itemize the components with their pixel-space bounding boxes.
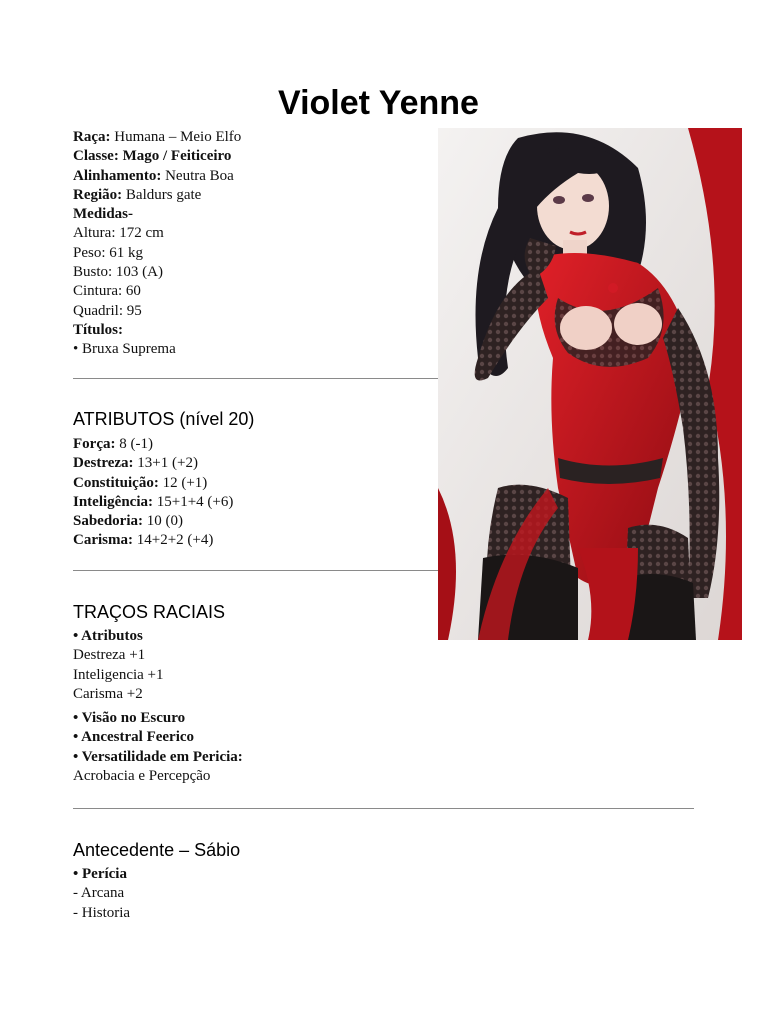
background-list: [73, 865, 130, 923]
character-illustration: [438, 128, 742, 640]
bust-line: Busto: 103 (A): [73, 264, 163, 281]
title-item: • Bruxa Suprema: [73, 341, 176, 358]
trait-item: • Visão no Escuro: [73, 710, 186, 727]
divider: [73, 808, 694, 809]
page-title: Violet Yenne: [278, 84, 479, 122]
measures-label: Medidas-: [73, 206, 133, 223]
waist-line: Cintura: 60: [73, 283, 141, 300]
attribute-row: Constituição: 12 (+1): [73, 474, 208, 491]
skill-item: - Historia: [73, 904, 131, 921]
alignment-line: Alinhamento: Neutra Boa: [73, 167, 234, 184]
titles-label: Títulos:: [73, 321, 124, 338]
attribute-row: Carisma: 14+2+2 (+4): [73, 532, 214, 549]
attribute-row: Inteligência: 15+1+4 (+6): [73, 493, 234, 510]
trait-attributes-label: • Atributos: [73, 628, 143, 644]
height-line: Altura: 172 cm: [73, 225, 164, 242]
weight-line: Peso: 61 kg: [73, 244, 144, 261]
attribute-row: Sabedoria: 10 (0): [73, 513, 184, 530]
skill-label: • Perícia: [73, 866, 127, 882]
profile-section: [73, 128, 241, 360]
trait-item: Acrobacia e Percepção: [73, 768, 211, 785]
attributes-list: [73, 435, 233, 551]
divider: [73, 570, 438, 571]
racial-traits-list: [73, 627, 243, 786]
trait-item: Carisma +2: [73, 685, 143, 702]
racial-traits-heading: TRAÇOS RACIAIS: [73, 602, 226, 622]
trait-item: Inteligencia +1: [73, 666, 164, 683]
attribute-row: Destreza: 13+1 (+2): [73, 455, 198, 472]
trait-item: Destreza +1: [73, 647, 146, 664]
race-line: Raça: Humana – Meio Elfo: [73, 129, 242, 145]
divider: [73, 378, 438, 379]
region-line: Região: Baldurs gate: [73, 186, 202, 203]
class-line: Classe: Mago / Feiticeiro: [73, 148, 232, 165]
character-portrait: [438, 128, 742, 640]
attributes-heading: ATRIBUTOS (nível 20): [73, 409, 255, 429]
skill-item: - Arcana: [73, 885, 125, 902]
trait-item: • Ancestral Feerico: [73, 729, 195, 746]
hip-line: Quadril: 95: [73, 302, 142, 319]
background-heading: Antecedente – Sábio: [73, 840, 241, 860]
trait-item: • Versatilidade em Pericia:: [73, 748, 243, 765]
attribute-row: Força: 8 (-1): [73, 436, 153, 452]
